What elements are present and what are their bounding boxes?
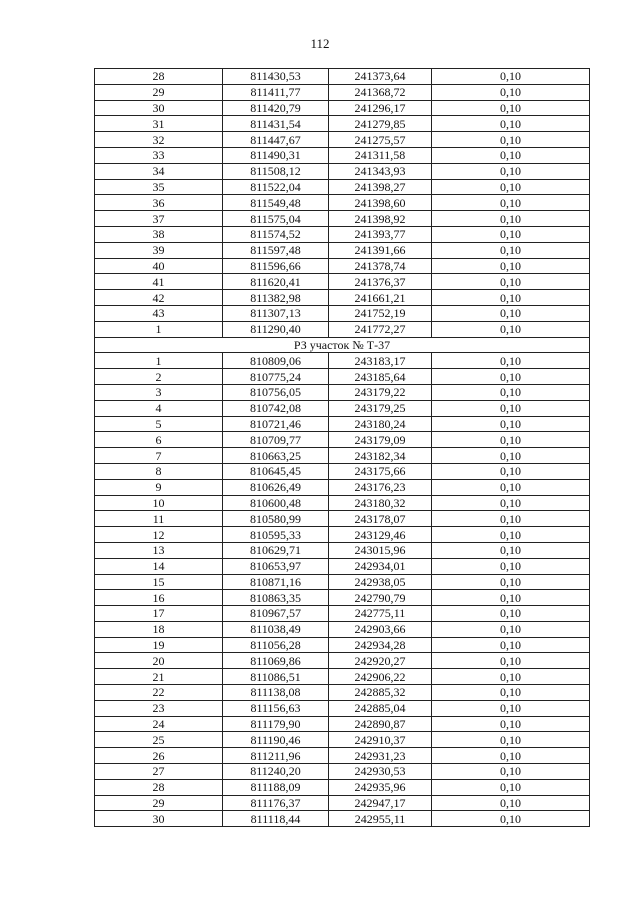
x-coordinate-cell: 811138,08	[223, 685, 329, 701]
table-row	[95, 179, 590, 195]
y-coordinate-cell: 242890,87	[329, 716, 432, 732]
table-row	[95, 764, 590, 780]
table-row	[95, 463, 590, 479]
accuracy-cell: 0,10	[432, 179, 590, 195]
accuracy-cell: 0,10	[432, 779, 590, 795]
table-row	[95, 685, 590, 701]
point-number-cell: 21	[95, 669, 223, 685]
table-row	[95, 400, 590, 416]
point-number-cell: 19	[95, 637, 223, 653]
accuracy-cell: 0,10	[432, 369, 590, 385]
point-number-cell: 2	[95, 369, 223, 385]
accuracy-cell: 0,10	[432, 621, 590, 637]
point-number-cell: 23	[95, 700, 223, 716]
table-row	[95, 621, 590, 637]
table-row	[95, 558, 590, 574]
point-number-cell: 42	[95, 290, 223, 306]
table-row	[95, 779, 590, 795]
accuracy-cell: 0,10	[432, 590, 590, 606]
x-coordinate-cell: 811549,48	[223, 195, 329, 211]
accuracy-cell: 0,10	[432, 479, 590, 495]
y-coordinate-cell: 241275,57	[329, 132, 432, 148]
accuracy-cell: 0,10	[432, 274, 590, 290]
table-row	[95, 69, 590, 85]
point-number-cell: 4	[95, 400, 223, 416]
x-coordinate-cell: 810595,33	[223, 527, 329, 543]
x-coordinate-cell: 811156,63	[223, 700, 329, 716]
accuracy-cell: 0,10	[432, 463, 590, 479]
x-coordinate-cell: 811176,37	[223, 795, 329, 811]
accuracy-cell: 0,10	[432, 764, 590, 780]
point-number-cell: 16	[95, 590, 223, 606]
x-coordinate-cell: 810645,45	[223, 463, 329, 479]
table-row	[95, 226, 590, 242]
accuracy-cell: 0,10	[432, 716, 590, 732]
table-row	[95, 448, 590, 464]
y-coordinate-cell: 242934,01	[329, 558, 432, 574]
point-number-cell: 15	[95, 574, 223, 590]
x-coordinate-cell: 810721,46	[223, 416, 329, 432]
x-coordinate-cell: 811596,66	[223, 258, 329, 274]
x-coordinate-cell: 811211,96	[223, 748, 329, 764]
y-coordinate-cell: 242906,22	[329, 669, 432, 685]
point-number-cell: 30	[95, 100, 223, 116]
accuracy-cell: 0,10	[432, 653, 590, 669]
y-coordinate-cell: 241393,77	[329, 226, 432, 242]
table-row	[95, 432, 590, 448]
accuracy-cell: 0,10	[432, 353, 590, 369]
x-coordinate-cell: 811069,86	[223, 653, 329, 669]
accuracy-cell: 0,10	[432, 811, 590, 827]
point-number-cell: 31	[95, 116, 223, 132]
point-number-cell: 17	[95, 606, 223, 622]
x-coordinate-cell: 810653,97	[223, 558, 329, 574]
x-coordinate-cell: 811490,31	[223, 147, 329, 163]
point-number-cell: 20	[95, 653, 223, 669]
point-number-cell: 8	[95, 463, 223, 479]
y-coordinate-cell: 243179,09	[329, 432, 432, 448]
point-number-cell: 29	[95, 795, 223, 811]
table-row	[95, 353, 590, 369]
point-number-cell: 28	[95, 69, 223, 85]
point-number-cell: 10	[95, 495, 223, 511]
y-coordinate-cell: 242903,66	[329, 621, 432, 637]
point-number-cell: 28	[95, 779, 223, 795]
x-coordinate-cell: 811447,67	[223, 132, 329, 148]
point-number-cell: 7	[95, 448, 223, 464]
accuracy-cell: 0,10	[432, 100, 590, 116]
x-coordinate-cell: 811038,49	[223, 621, 329, 637]
point-number-cell: 39	[95, 242, 223, 258]
accuracy-cell: 0,10	[432, 511, 590, 527]
y-coordinate-cell: 242885,32	[329, 685, 432, 701]
accuracy-cell: 0,10	[432, 84, 590, 100]
point-number-cell: 3	[95, 384, 223, 400]
y-coordinate-cell: 242775,11	[329, 606, 432, 622]
accuracy-cell: 0,10	[432, 416, 590, 432]
y-coordinate-cell: 243180,32	[329, 495, 432, 511]
x-coordinate-cell: 811420,79	[223, 100, 329, 116]
x-coordinate-cell: 811411,77	[223, 84, 329, 100]
point-number-cell: 1	[95, 353, 223, 369]
accuracy-cell: 0,10	[432, 448, 590, 464]
point-number-cell: 35	[95, 179, 223, 195]
point-number-cell: 41	[95, 274, 223, 290]
x-coordinate-cell: 811240,20	[223, 764, 329, 780]
y-coordinate-cell: 241772,27	[329, 321, 432, 337]
y-coordinate-cell: 243176,23	[329, 479, 432, 495]
table-row	[95, 195, 590, 211]
y-coordinate-cell: 243182,34	[329, 448, 432, 464]
accuracy-cell: 0,10	[432, 558, 590, 574]
table-row	[95, 242, 590, 258]
x-coordinate-cell: 811522,04	[223, 179, 329, 195]
accuracy-cell: 0,10	[432, 700, 590, 716]
point-number-cell: 34	[95, 163, 223, 179]
y-coordinate-cell: 241279,85	[329, 116, 432, 132]
x-coordinate-cell: 810871,16	[223, 574, 329, 590]
y-coordinate-cell: 242934,28	[329, 637, 432, 653]
table-row	[95, 732, 590, 748]
accuracy-cell: 0,10	[432, 795, 590, 811]
table-row	[95, 369, 590, 385]
y-coordinate-cell: 243179,25	[329, 400, 432, 416]
x-coordinate-cell: 810663,25	[223, 448, 329, 464]
table-row	[95, 669, 590, 685]
page-number: 112	[310, 36, 330, 51]
x-coordinate-cell: 811307,13	[223, 305, 329, 321]
point-number-cell: 33	[95, 147, 223, 163]
table-row	[95, 100, 590, 116]
y-coordinate-cell: 241398,92	[329, 211, 432, 227]
table-row	[95, 84, 590, 100]
table-row	[95, 258, 590, 274]
accuracy-cell: 0,10	[432, 685, 590, 701]
y-coordinate-cell: 241398,60	[329, 195, 432, 211]
x-coordinate-cell: 811290,40	[223, 321, 329, 337]
accuracy-cell: 0,10	[432, 574, 590, 590]
table-row	[95, 479, 590, 495]
y-coordinate-cell: 243015,96	[329, 542, 432, 558]
x-coordinate-cell: 811118,44	[223, 811, 329, 827]
table-row	[95, 574, 590, 590]
y-coordinate-cell: 241378,74	[329, 258, 432, 274]
table-row	[95, 542, 590, 558]
accuracy-cell: 0,10	[432, 132, 590, 148]
point-number-cell: 37	[95, 211, 223, 227]
table-row	[95, 211, 590, 227]
accuracy-cell: 0,10	[432, 527, 590, 543]
table-row	[95, 290, 590, 306]
point-number-cell: 13	[95, 542, 223, 558]
y-coordinate-cell: 241296,17	[329, 100, 432, 116]
accuracy-cell: 0,10	[432, 305, 590, 321]
x-coordinate-cell: 810809,06	[223, 353, 329, 369]
y-coordinate-cell: 242920,27	[329, 653, 432, 669]
x-coordinate-cell: 810863,35	[223, 590, 329, 606]
point-number-cell: 40	[95, 258, 223, 274]
x-coordinate-cell: 811190,46	[223, 732, 329, 748]
point-number-cell: 18	[95, 621, 223, 637]
point-number-cell: 38	[95, 226, 223, 242]
point-number-cell: 30	[95, 811, 223, 827]
point-number-cell: 9	[95, 479, 223, 495]
table-row	[95, 795, 590, 811]
table-row	[95, 163, 590, 179]
table-row	[95, 274, 590, 290]
table-row	[95, 305, 590, 321]
y-coordinate-cell: 243179,22	[329, 384, 432, 400]
point-number-cell: 6	[95, 432, 223, 448]
point-number-cell: 25	[95, 732, 223, 748]
table-row	[95, 811, 590, 827]
point-number-cell: 36	[95, 195, 223, 211]
x-coordinate-cell: 811431,54	[223, 116, 329, 132]
y-coordinate-cell: 243183,17	[329, 353, 432, 369]
table-row	[95, 147, 590, 163]
y-coordinate-cell: 241343,93	[329, 163, 432, 179]
x-coordinate-cell: 811430,53	[223, 69, 329, 85]
accuracy-cell: 0,10	[432, 748, 590, 764]
x-coordinate-cell: 810629,71	[223, 542, 329, 558]
y-coordinate-cell: 243175,66	[329, 463, 432, 479]
point-number-cell: 22	[95, 685, 223, 701]
y-coordinate-cell: 241368,72	[329, 84, 432, 100]
accuracy-cell: 0,10	[432, 400, 590, 416]
section-header-row	[95, 337, 590, 353]
accuracy-cell: 0,10	[432, 637, 590, 653]
x-coordinate-cell: 811575,04	[223, 211, 329, 227]
y-coordinate-cell: 243185,64	[329, 369, 432, 385]
accuracy-cell: 0,10	[432, 195, 590, 211]
x-coordinate-cell: 810967,57	[223, 606, 329, 622]
x-coordinate-cell: 810775,24	[223, 369, 329, 385]
table-row	[95, 321, 590, 337]
y-coordinate-cell: 241661,21	[329, 290, 432, 306]
accuracy-cell: 0,10	[432, 163, 590, 179]
x-coordinate-cell: 810742,08	[223, 400, 329, 416]
table-row	[95, 495, 590, 511]
accuracy-cell: 0,10	[432, 258, 590, 274]
y-coordinate-cell: 242910,37	[329, 732, 432, 748]
point-number-cell: 1	[95, 321, 223, 337]
accuracy-cell: 0,10	[432, 384, 590, 400]
x-coordinate-cell: 810756,05	[223, 384, 329, 400]
point-number-cell: 24	[95, 716, 223, 732]
y-coordinate-cell: 242930,53	[329, 764, 432, 780]
y-coordinate-cell: 243180,24	[329, 416, 432, 432]
y-coordinate-cell: 242935,96	[329, 779, 432, 795]
y-coordinate-cell: 242955,11	[329, 811, 432, 827]
point-number-cell: 29	[95, 84, 223, 100]
table-row	[95, 511, 590, 527]
x-coordinate-cell: 810600,48	[223, 495, 329, 511]
table-row	[95, 384, 590, 400]
y-coordinate-cell: 241391,66	[329, 242, 432, 258]
y-coordinate-cell: 241398,27	[329, 179, 432, 195]
table-row	[95, 416, 590, 432]
accuracy-cell: 0,10	[432, 542, 590, 558]
accuracy-cell: 0,10	[432, 732, 590, 748]
x-coordinate-cell: 811188,09	[223, 779, 329, 795]
table-row	[95, 700, 590, 716]
x-coordinate-cell: 811574,52	[223, 226, 329, 242]
y-coordinate-cell: 242885,04	[329, 700, 432, 716]
accuracy-cell: 0,10	[432, 116, 590, 132]
coordinates-table-body	[95, 69, 590, 827]
y-coordinate-cell: 243178,07	[329, 511, 432, 527]
point-number-cell: 11	[95, 511, 223, 527]
y-coordinate-cell: 241373,64	[329, 69, 432, 85]
x-coordinate-cell: 810709,77	[223, 432, 329, 448]
table-row	[95, 637, 590, 653]
y-coordinate-cell: 242938,05	[329, 574, 432, 590]
accuracy-cell: 0,10	[432, 147, 590, 163]
point-number-cell: 26	[95, 748, 223, 764]
y-coordinate-cell: 242947,17	[329, 795, 432, 811]
x-coordinate-cell: 811086,51	[223, 669, 329, 685]
x-coordinate-cell: 811508,12	[223, 163, 329, 179]
table-row	[95, 748, 590, 764]
accuracy-cell: 0,10	[432, 211, 590, 227]
accuracy-cell: 0,10	[432, 226, 590, 242]
x-coordinate-cell: 811620,41	[223, 274, 329, 290]
x-coordinate-cell: 811597,48	[223, 242, 329, 258]
x-coordinate-cell: 810580,99	[223, 511, 329, 527]
table-row	[95, 590, 590, 606]
accuracy-cell: 0,10	[432, 432, 590, 448]
accuracy-cell: 0,10	[432, 669, 590, 685]
x-coordinate-cell: 810626,49	[223, 479, 329, 495]
x-coordinate-cell: 811056,28	[223, 637, 329, 653]
table-row	[95, 527, 590, 543]
point-number-cell: 12	[95, 527, 223, 543]
accuracy-cell: 0,10	[432, 606, 590, 622]
table-row	[95, 716, 590, 732]
x-coordinate-cell: 811179,90	[223, 716, 329, 732]
section-title: РЗ участок № Т-37	[95, 337, 590, 353]
accuracy-cell: 0,10	[432, 495, 590, 511]
table-row	[95, 116, 590, 132]
y-coordinate-cell: 242931,23	[329, 748, 432, 764]
y-coordinate-cell: 241376,37	[329, 274, 432, 290]
accuracy-cell: 0,10	[432, 321, 590, 337]
y-coordinate-cell: 241752,19	[329, 305, 432, 321]
table-row	[95, 653, 590, 669]
table-row	[95, 606, 590, 622]
y-coordinate-cell: 241311,58	[329, 147, 432, 163]
accuracy-cell: 0,10	[432, 290, 590, 306]
y-coordinate-cell: 243129,46	[329, 527, 432, 543]
accuracy-cell: 0,10	[432, 69, 590, 85]
point-number-cell: 32	[95, 132, 223, 148]
point-number-cell: 14	[95, 558, 223, 574]
point-number-cell: 43	[95, 305, 223, 321]
point-number-cell: 5	[95, 416, 223, 432]
coordinates-table	[94, 68, 590, 827]
x-coordinate-cell: 811382,98	[223, 290, 329, 306]
point-number-cell: 27	[95, 764, 223, 780]
table-row	[95, 132, 590, 148]
y-coordinate-cell: 242790,79	[329, 590, 432, 606]
accuracy-cell: 0,10	[432, 242, 590, 258]
